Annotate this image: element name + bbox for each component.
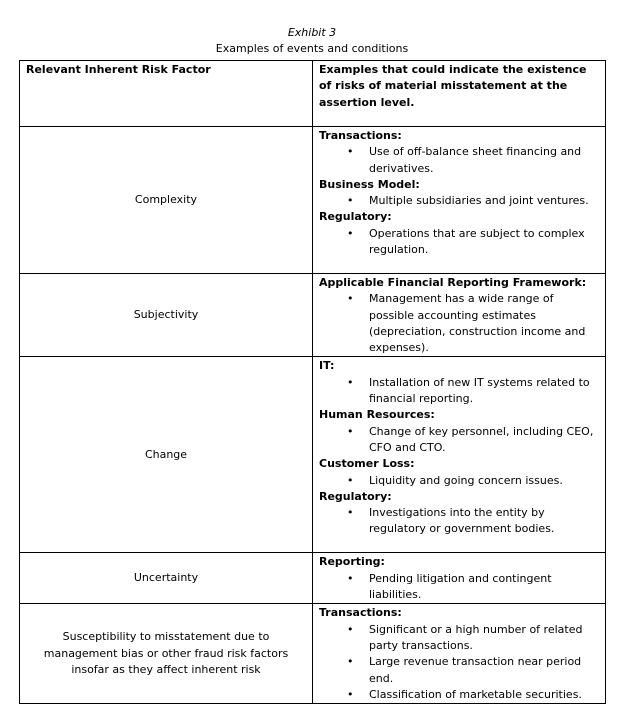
example-list xyxy=(319,622,599,703)
example-list xyxy=(319,505,599,538)
list-item: • Multiple subsidiaries and joint ventures. xyxy=(369,193,599,209)
example-list xyxy=(319,424,599,457)
category-label: IT: xyxy=(319,359,335,373)
table-row xyxy=(20,127,606,274)
examples-cell xyxy=(313,274,606,357)
list-item: • Significant or a high number of related party transactions. xyxy=(369,622,599,655)
list-item: • Change of key personnel, including CEO, CFO and CTO. xyxy=(369,424,599,457)
examples-cell xyxy=(313,357,606,553)
factor-cell: Susceptibility to misstatement due to management bias or other fraud risk factors insofar as they affect inherent risk xyxy=(20,604,313,704)
example-list xyxy=(319,291,599,356)
header-examples: Examples that could indicate the existence of risks of material misstatement at the assertion level. xyxy=(313,61,606,127)
list-item: • Installation of new IT systems related to financial reporting. xyxy=(369,375,599,408)
table-header-row xyxy=(20,61,606,127)
category-label: Reporting: xyxy=(319,555,385,569)
category-label: Applicable Financial Reporting Framework: xyxy=(319,276,587,289)
examples-cell xyxy=(313,127,606,274)
example-list xyxy=(319,473,599,489)
factor-cell: Subjectivity xyxy=(20,274,313,357)
category-label: Human Resources: xyxy=(319,408,435,422)
list-item: • Use of off-balance sheet financing and derivatives. xyxy=(369,144,599,177)
factor-cell: Change xyxy=(20,357,313,553)
exhibit-title: Exhibit 3 xyxy=(287,26,337,39)
table-row xyxy=(20,553,606,604)
category-label: Business Model: xyxy=(319,177,420,191)
examples-cell xyxy=(313,604,606,704)
list-item: • Pending litigation and contingent liabilities. xyxy=(369,571,599,604)
category-label: Transactions: xyxy=(319,606,402,620)
list-item: • Management has a wide range of possible accounting estimates (depreciation, construction income and expenses). xyxy=(369,291,599,356)
factor-cell: Uncertainty xyxy=(20,553,313,604)
example-list xyxy=(319,144,599,177)
example-list xyxy=(319,375,599,408)
examples-cell xyxy=(313,553,606,604)
list-item: • Large revenue transaction near period end. xyxy=(369,654,599,687)
category-label: Regulatory: xyxy=(319,489,392,503)
category-label: Customer Loss: xyxy=(319,457,415,471)
example-list xyxy=(319,226,599,259)
factor-cell: Complexity xyxy=(20,127,313,274)
example-list xyxy=(319,571,599,604)
list-item: • Liquidity and going concern issues. xyxy=(369,473,599,489)
list-item: • Classification of marketable securities. xyxy=(369,687,599,703)
category-label: Regulatory: xyxy=(319,210,392,224)
table-row xyxy=(20,604,606,704)
table-row xyxy=(20,274,606,357)
header-risk-factor: Relevant Inherent Risk Factor xyxy=(20,61,313,127)
list-item: • Operations that are subject to complex regulation. xyxy=(369,226,599,259)
list-item: • Investigations into the entity by regulatory or government bodies. xyxy=(369,505,599,538)
exhibit-subtitle: Examples of events and conditions xyxy=(215,42,409,55)
example-list xyxy=(319,193,599,209)
table-row xyxy=(20,357,606,553)
risk-factor-table xyxy=(19,60,606,704)
category-label: Transactions: xyxy=(319,129,402,142)
